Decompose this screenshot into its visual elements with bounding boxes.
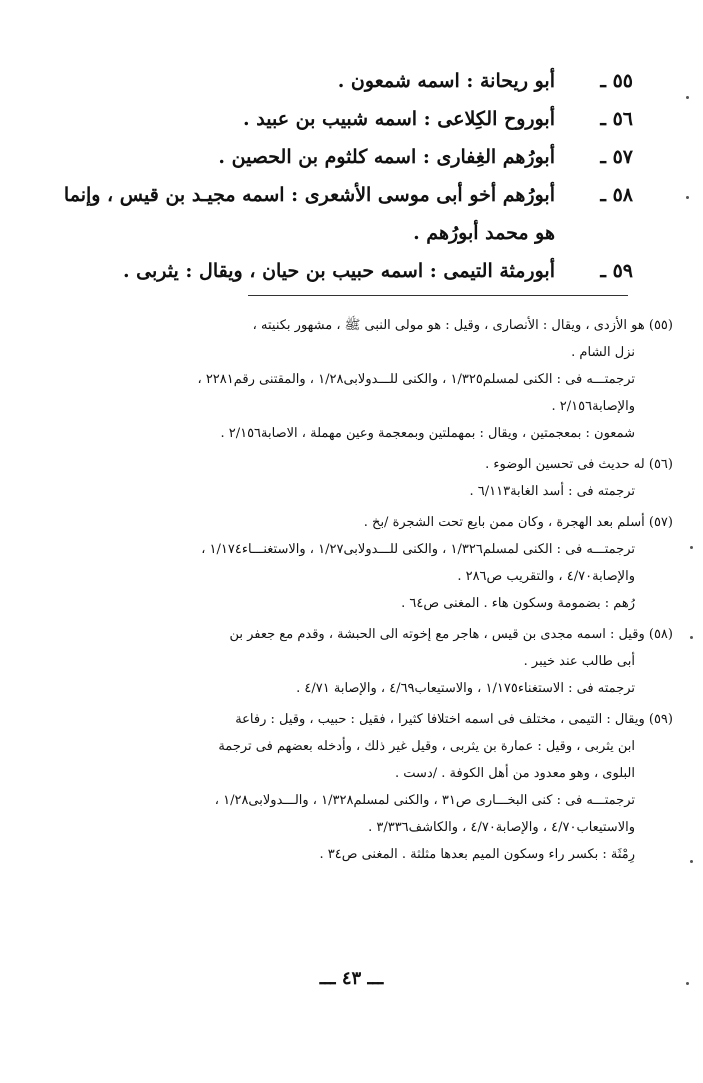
footnote-number: (٥٥)	[648, 318, 673, 333]
scan-speck	[686, 982, 689, 985]
footnote-reference: والاستيعاب٤/٧٠ ، والإصابة٤/٧٠ ، والكاشف٣/٣٣٦ .	[368, 820, 635, 835]
footnote-number: (٥٧)	[648, 515, 673, 530]
footnote-text: أسلم بعد الهجرة ، وكان ممن بايع تحت الشجرة /بخ .	[363, 515, 645, 530]
footnote-text: له حديث فى تحسين الوضوء .	[485, 457, 645, 472]
footnote-text: هو الأزدى ، ويقال : الأنصارى ، وقيل : هو مولى النبى ﷺ ، مشهور بكنيته ،	[252, 318, 645, 333]
footnote-reference: ترجمتـــه فى : الكنى لمسلم١/٣٢٦ ، والكنى للـــدولابى١/٢٧ ، والاستغنـــاء١/١٧٤ ،	[201, 542, 635, 557]
entry-text: أبورُهم أخو أبى موسى الأشعرى : اسمه مجيـد بن قيس ، وإنما	[63, 184, 555, 206]
footnote-continuation: أبى طالب عند خيبر .	[523, 654, 635, 669]
footnote-number: (٥٦)	[648, 457, 673, 472]
scan-speck	[686, 96, 689, 99]
footnote-reference: ترجمتـــه فى : كنى البخـــارى ص٣١ ، والكنى لمسلم١/٣٢٨ ، والـــدولابى١/٢٨ ،	[214, 793, 635, 808]
entry-text: أبورمثة التيمى : اسمه حبيب بن حيان ، ويقال : يثربى .	[122, 260, 555, 282]
entry-continuation: هو محمد أبورُهم .	[413, 222, 555, 244]
footnote-continuation: ابن يثربى ، وقيل : عمارة بن يثربى ، وقيل غير ذلك ، وأدخله بعضهم فى ترجمة	[218, 739, 635, 754]
entry-55	[40, 62, 633, 100]
scan-speck	[690, 636, 693, 639]
footnote-56	[82, 451, 673, 505]
scan-speck	[690, 860, 693, 863]
footnote-55	[82, 312, 673, 447]
footnote-continuation: البلوى ، وهو معدود من أهل الكوفة . /دست .	[395, 766, 635, 781]
footnote-number: (٥٨)	[648, 627, 673, 642]
footnote-continuation: نزل الشام .	[571, 345, 635, 360]
entry-56	[40, 100, 633, 138]
entry-number: ٥٧ ـ	[600, 146, 633, 168]
footnote-text: ويقال : التيمى ، مختلف فى اسمه اختلافا كثيرا ، فقيل : حبيب ، وقيل : رفاعة	[235, 712, 645, 727]
footnote-number: (٥٩)	[648, 712, 673, 727]
footnote-reference: ترجمته فى : أسد الغابة٦/١١٣ .	[469, 484, 635, 499]
scan-speck	[690, 546, 693, 549]
main-entries	[40, 62, 633, 290]
entry-text: أبو ريحانة : اسمه شمعون .	[337, 70, 555, 92]
footnote-reference: والإصابة٢/١٥٦ .	[551, 399, 635, 414]
footnote-reference: رِمْثَة : بكسر راء وسكون الميم بعدها مثلثة . المغنى ص٣٤ .	[319, 847, 635, 862]
entry-59	[40, 252, 633, 290]
entry-number: ٥٦ ـ	[600, 108, 633, 130]
footnote-58	[82, 621, 673, 702]
entry-58	[40, 176, 633, 252]
page-number: ـــ ٤٣ ـــ	[319, 968, 384, 989]
footnote-reference: رُهم : بضمومة وسكون هاء . المغنى ص٦٤ .	[401, 596, 635, 611]
footnote-57	[82, 509, 673, 617]
entry-number: ٥٩ ـ	[600, 260, 633, 282]
footnote-reference: والإصابة٤/٧٠ ، والتقريب ص٢٨٦ .	[457, 569, 635, 584]
entry-number: ٥٥ ـ	[600, 70, 633, 92]
footnote-text: وقيل : اسمه مجدى بن قيس ، هاجر مع إخوته الى الحبشة ، وقدم مع جعفر بن	[229, 627, 645, 642]
entry-text: أبورُهم الغِفارى : اسمه كلثوم بن الحصين .	[218, 146, 555, 168]
entry-number: ٥٨ ـ	[600, 184, 633, 206]
footnote-reference: ترجمتـــه فى : الكنى لمسلم١/٣٢٥ ، والكنى للـــدولابى١/٢٨ ، والمقتنى رقم٢٢٨١ ،	[197, 372, 635, 387]
entry-text: أبوروح الكِلاعى : اسمه شبيب بن عبيد .	[243, 108, 555, 130]
scan-speck	[686, 196, 689, 199]
footnote-59	[82, 706, 673, 868]
footnote-divider	[248, 295, 628, 296]
footnote-reference: ترجمته فى : الاستغناء١/١٧٥ ، والاستيعاب٤/٦٩ ، والإصابة ٤/٧١ .	[296, 681, 635, 696]
footnote-reference: شمعون : بمعجمتين ، ويقال : بمهملتين وبمعجمة وعين مهملة ، الاصابة٢/١٥٦ .	[220, 426, 635, 441]
footnotes	[82, 312, 673, 872]
entry-57	[40, 138, 633, 176]
